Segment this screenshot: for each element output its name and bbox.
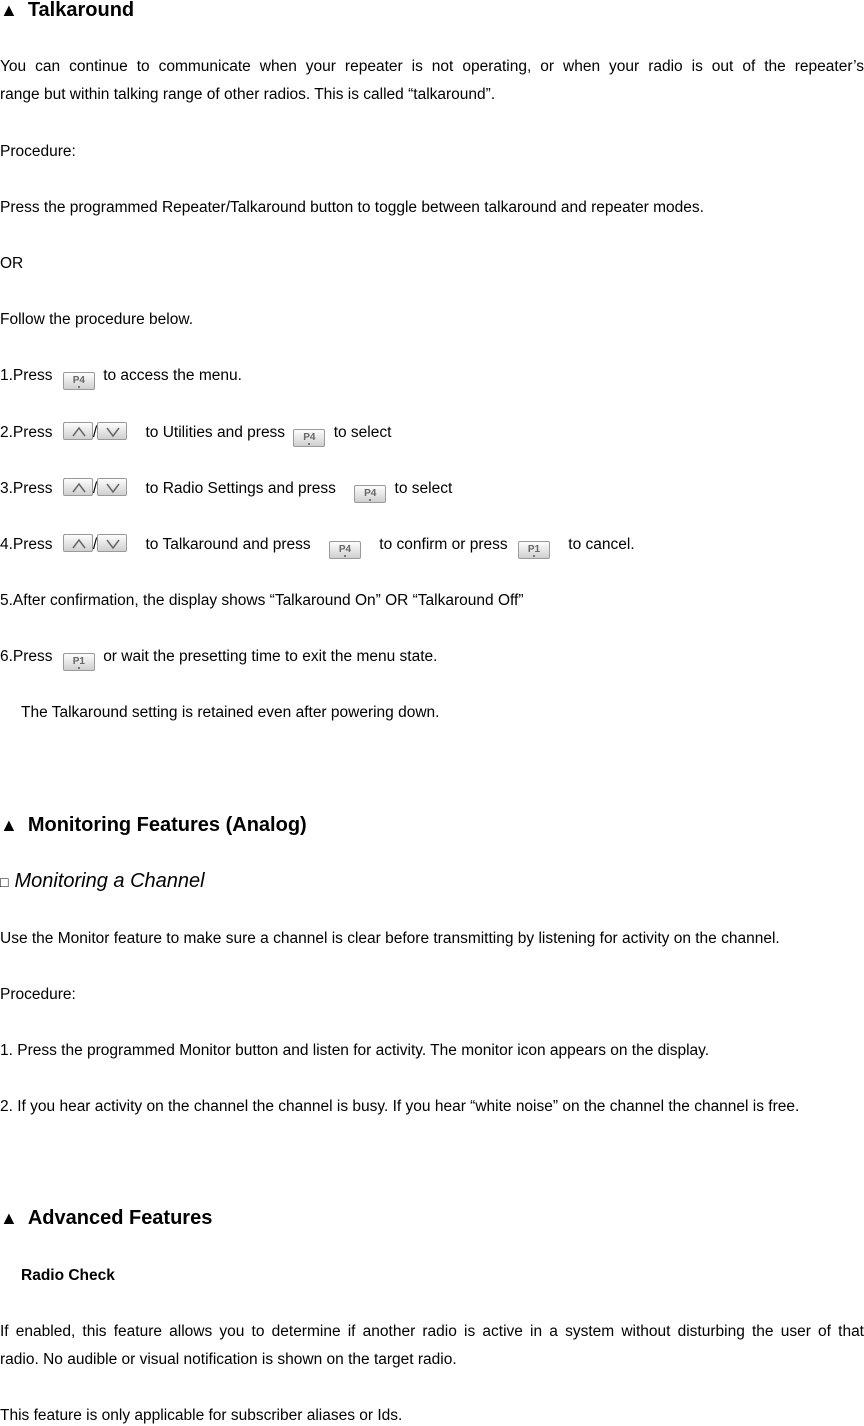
monitoring-procedure-label: Procedure:	[0, 986, 76, 1003]
talkaround-heading: ▲ Talkaround	[0, 0, 135, 21]
step-6: 6.Press P1 or wait the presetting time to exit the menu state.	[0, 647, 437, 671]
square-outline-icon: □	[0, 874, 9, 890]
monitoring-step-1: 1. Press the programmed Monitor button and listen for activity. The monitor icon appears on the display.	[0, 1042, 710, 1059]
step-3: 3.Press / to Radio Settings and press P4 to select	[0, 478, 452, 503]
monitoring-para: Use the Monitor feature to make sure a channel is clear before transmitting by listening for activity on the channel.	[0, 930, 780, 947]
talkaround-or: OR	[0, 255, 24, 272]
advanced-para-line2: radio. No audible or visual notification is shown on the target radio.	[0, 1351, 457, 1368]
p4-key-icon: P4	[354, 485, 386, 503]
monitoring-step-2: 2. If you hear activity on the channel the channel is busy. If you hear “white noise” on the channel the channel is free.	[0, 1098, 800, 1115]
down-arrow-key-icon	[97, 478, 127, 496]
talkaround-para-line2: range but within talking range of other radios. This is called “talkaround”.	[0, 86, 496, 103]
triangle-up-icon: ▲	[0, 815, 18, 835]
down-arrow-key-icon	[97, 422, 127, 440]
advanced-para2: This feature is only applicable for subscriber aliases or Ids.	[0, 1407, 403, 1424]
talkaround-intro: Press the programmed Repeater/Talkaround button to toggle between talkaround and repeater modes.	[0, 199, 704, 216]
talkaround-para-line1: You can continue to communicate when your repeater is not operating, or when your radio is out of the repeater’s	[0, 58, 864, 75]
radio-check-heading: Radio Check	[21, 1267, 115, 1284]
step-5: 5.After confirmation, the display shows “Talkaround On” OR “Talkaround Off”	[0, 592, 524, 609]
advanced-para-line1: If enabled, this feature allows you to determine if another radio is active in a system without disturbing the user of that	[0, 1323, 864, 1340]
up-arrow-key-icon	[63, 422, 93, 440]
triangle-up-icon: ▲	[0, 0, 18, 20]
p4-key-icon: P4	[63, 372, 95, 390]
down-arrow-key-icon	[97, 534, 127, 552]
p4-key-icon: P4	[329, 541, 361, 559]
p1-key-icon: P1	[518, 541, 550, 559]
step-2: 2.Press / to Utilities and press P4 to select	[0, 422, 391, 447]
talkaround-procedure-label: Procedure:	[0, 143, 76, 160]
talkaround-note: The Talkaround setting is retained even after powering down.	[21, 704, 440, 721]
up-arrow-key-icon	[63, 478, 93, 496]
triangle-up-icon: ▲	[0, 1208, 18, 1228]
step-4: 4.Press / to Talkaround and press P4 to confirm or press P1 to cancel.	[0, 534, 635, 559]
p4-key-icon: P4	[293, 429, 325, 447]
talkaround-follow: Follow the procedure below.	[0, 311, 194, 328]
p1-key-icon: P1	[63, 653, 95, 671]
monitoring-heading: ▲ Monitoring Features (Analog)	[0, 814, 307, 836]
step-1: 1.Press P4 to access the menu.	[0, 366, 242, 390]
monitoring-subheading: □ Monitoring a Channel	[0, 870, 205, 892]
up-arrow-key-icon	[63, 534, 93, 552]
advanced-heading: ▲ Advanced Features	[0, 1207, 213, 1229]
